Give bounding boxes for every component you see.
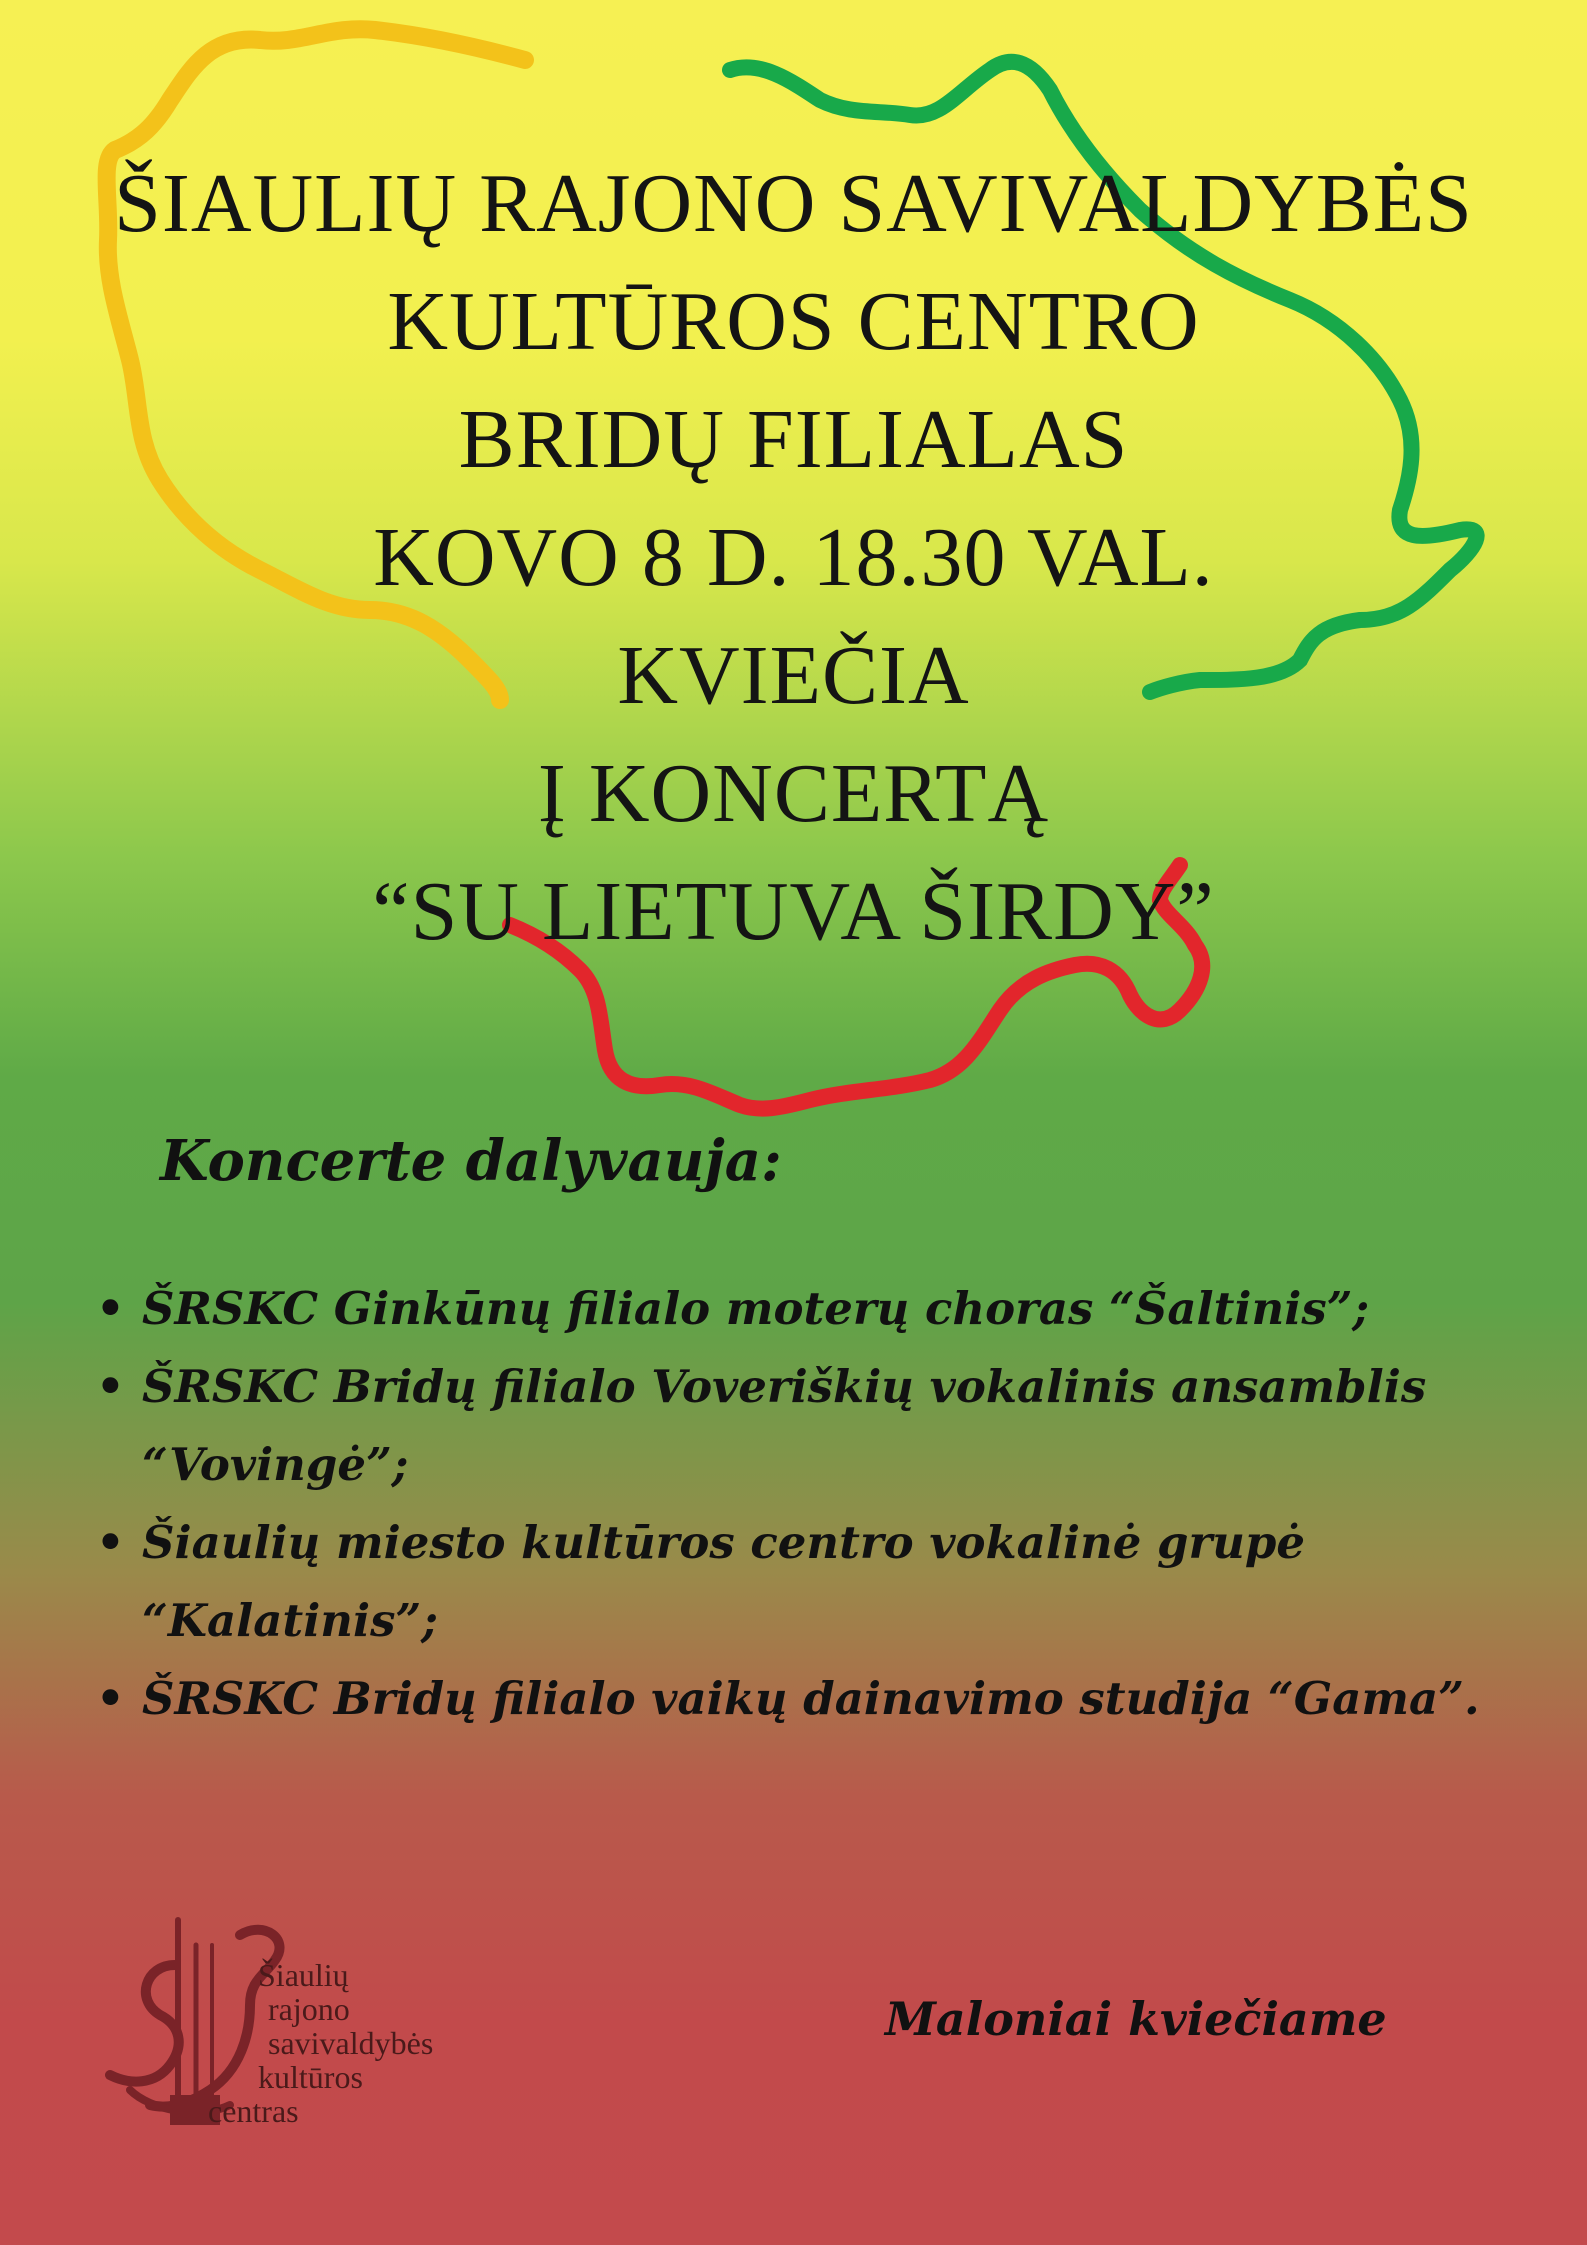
list-item-text: ŠRSKC Bridų filialo Voveriškių vokalinis ansamblis: [142, 1360, 1427, 1413]
list-item: [90, 1270, 1560, 1348]
logo-line-2: rajono: [268, 1991, 350, 2027]
bullet-icon: •: [96, 1672, 125, 1725]
heading-line-3: BRIDŲ FILIALAS: [458, 393, 1129, 486]
list-item-text-continued: “Kalatinis”;: [142, 1594, 438, 1647]
bullet-icon: •: [96, 1282, 125, 1335]
list-item-text: ŠRSKC Ginkūnų filialo moterų choras “Šaltinis”;: [142, 1282, 1370, 1335]
list-item-text: ŠRSKC Bridų filialo vaikų dainavimo studija “Gama”.: [142, 1672, 1480, 1725]
logo-text: [208, 1957, 434, 2129]
list-item-text-continued: “Vovingė”;: [142, 1438, 409, 1491]
bullet-icon: •: [96, 1516, 125, 1569]
heading-line-2: KULTŪROS CENTRO: [387, 275, 1200, 368]
participants-title: Koncerte dalyvauja:: [160, 1128, 782, 1194]
list-item: [90, 1504, 1560, 1660]
heading-line-6: Į KONCERTĄ: [537, 747, 1050, 840]
heading-line-7: “SU LIETUVA ŠIRDY”: [372, 865, 1215, 958]
bullet-icon: •: [96, 1360, 125, 1413]
list-item-text: Šiaulių miesto kultūros centro vokalinė grupė: [142, 1516, 1306, 1569]
heading-line-1: ŠIAULIŲ RAJONO SAVIVALDYBĖS: [114, 157, 1473, 250]
logo-line-5: centras: [208, 2093, 299, 2129]
heading-line-5: KVIEČIA: [617, 629, 970, 722]
heading-line-4: KOVO 8 D. 18.30 VAL.: [373, 511, 1214, 604]
participants-list: [90, 1270, 1560, 1738]
event-heading: [0, 145, 1587, 971]
closing-invitation: Maloniai kviečiame: [885, 1992, 1387, 2046]
list-item: [90, 1660, 1560, 1738]
logo-line-3: savivaldybės: [268, 2025, 434, 2061]
logo-line-1: Šiaulių: [258, 1957, 349, 1993]
logo-line-4: kultūros: [258, 2059, 363, 2095]
list-item: [90, 1348, 1560, 1504]
